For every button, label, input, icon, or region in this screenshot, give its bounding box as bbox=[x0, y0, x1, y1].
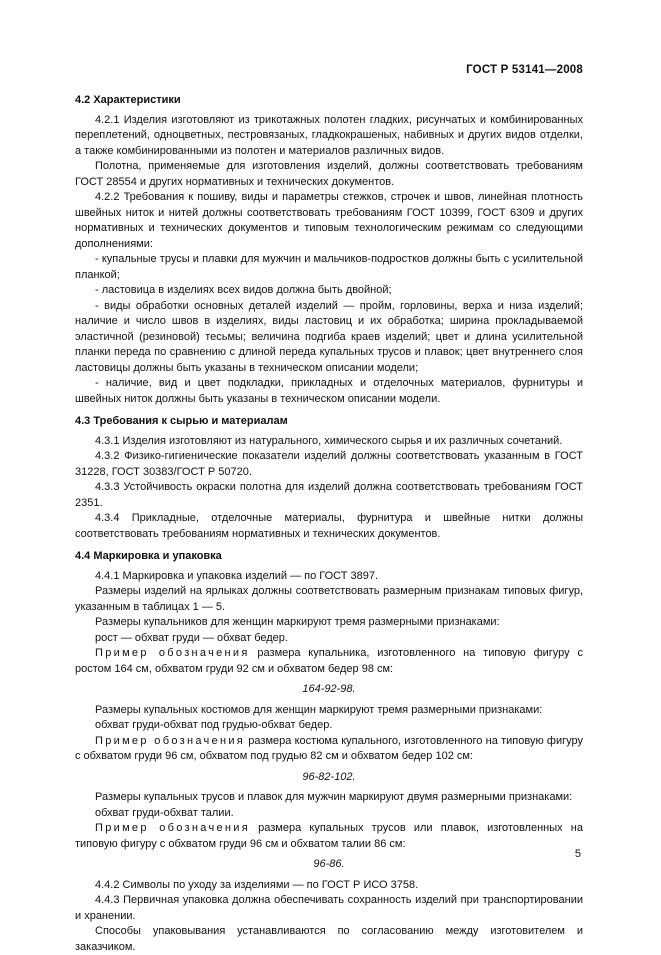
example-label: Пример обозначения bbox=[95, 734, 246, 747]
document-body bbox=[75, 93, 583, 955]
page-number: 5 bbox=[574, 848, 581, 860]
list-item: - ластовица в изделиях всех видов должна быть двойной; bbox=[95, 284, 392, 296]
paragraph: 4.2.2 Требования к пошиву, виды и параметры стежков, строчек и швов, линейная плотность швейных ниток и нитей должны соответствовать требованиям ГОСТ 10399, ГОСТ 6309 и других нормативных и технических документов и типовым технологическим режимам со следующими дополнениями: bbox=[75, 191, 583, 250]
example-text: размера купальника, изготовленного на типовую фигуру с ростом 164 см, обхватом груди 92 см и обхватом бедер 98 см: bbox=[75, 647, 583, 675]
paragraph: Размеры купальников для женщин маркируют тремя размерными признаками: bbox=[95, 616, 500, 628]
paragraph: Полотна, применяемые для изготовления изделий, должны соответствовать требованиям ГОСТ 28554 и других нормативных и технических документов. bbox=[75, 160, 583, 188]
example-code: 96-86. bbox=[313, 858, 345, 870]
paragraph: рост — обхват груди — обхват бедер. bbox=[95, 631, 288, 644]
example-label: Пример обозначения bbox=[95, 822, 250, 834]
example-text: размера купальных трусов или плавок, изготовленных на типовую фигуру с обхватом груди 96 см и обхватом талии 86 см: bbox=[75, 822, 583, 850]
list-item: - купальные трусы и плавки для мужчин и мальчиков-подростков должны быть с усилительной планкой; bbox=[75, 253, 583, 281]
paragraph: 4.4.1 Маркировка и упаковка изделий — по ГОСТ 3897. bbox=[95, 569, 379, 582]
example-label: Пример обозначения bbox=[95, 647, 250, 659]
example-code: 96-82-102. bbox=[302, 770, 356, 783]
list-item: - виды обработки основных деталей изделий — пройм, горловины, верха и низа изделий; наличие и число швов в изделиях, виды ластовиц и их обработка; ширина прокладываемой эластичной (резиновой) тесьмы; величина подгиба краев изделий; цвет и длина усилительной планки переда по сравнению с длиной переда купальных трусов и плавок; цвет внутреннего слоя ластовицы должны быть указаны в техническом описании модели; bbox=[75, 299, 583, 374]
section-heading-4-3: 4.3 Требования к сырью и материалам bbox=[75, 415, 288, 427]
section-heading-4-2: 4.2 Характеристики bbox=[75, 94, 181, 106]
paragraph: Размеры купальных трусов и плавок для мужчин маркируют двумя размерными признаками: bbox=[95, 791, 573, 803]
paragraph: 4.2.1 Изделия изготовляют из трикотажных полотен гладких, рисунчатых и комбинированных переплетений, одноцветных, пестровязаных, гладкокрашеных, набивных и других видов отделки, а также комбинированными из полотен и материалов различных видов. bbox=[75, 113, 583, 157]
paragraph: обхват груди-обхват талии. bbox=[95, 806, 234, 819]
example-code: 164-92-98. bbox=[302, 683, 356, 695]
paragraph: Размеры купальных костюмов для женщин маркируют тремя размерными признаками: bbox=[95, 703, 543, 716]
example-text: размера костюма купального, изготовленного на типовую фигуру с обхватом груди 96 см, обхватом под грудью 82 см и обхватом бедер 102 см: bbox=[75, 734, 584, 762]
paragraph: 4.3.3 Устойчивость окраски полотна для изделий должна соответствовать требованиям ГОСТ 2351. bbox=[75, 481, 583, 509]
paragraph: 4.3.2 Физико-гигиенические показатели изделий должны соответствовать указанным в ГОСТ 31228, ГОСТ 30383/ГОСТ Р 50720. bbox=[75, 450, 583, 478]
paragraph: Размеры изделий на ярлыках должны соответствовать размерным признакам типовых фигур, указанным в таблицах 1 — 5. bbox=[75, 585, 583, 613]
document-header: ГОСТ Р 53141—2008 bbox=[466, 64, 583, 76]
example-paragraph bbox=[75, 646, 583, 677]
paragraph: обхват груди-обхват под грудью-обхват бедер. bbox=[95, 719, 333, 731]
example-paragraph bbox=[75, 734, 583, 765]
list-item: - наличие, вид и цвет подкладки, прикладных и отделочных материалов, фурнитуры и швейных ниток должны быть указаны в техническом описании модели. bbox=[75, 377, 583, 405]
paragraph: 4.3.1 Изделия изготовляют из натурального, химического сырья и их различных сочетаний. bbox=[95, 434, 563, 447]
paragraph: 4.4.2 Символы по уходу за изделиями — по ГОСТ Р ИСО 3758. bbox=[95, 878, 419, 891]
section-heading-4-4: 4.4 Маркировка и упаковка bbox=[75, 550, 222, 562]
paragraph: Способы упаковывания устанавливаются по согласованию между изготовителем и заказчиком. bbox=[75, 925, 583, 953]
example-paragraph bbox=[75, 821, 583, 852]
paragraph: 4.3.4 Прикладные, отделочные материалы, фурнитура и швейные нитки должны соответствовать требованиям нормативных и технических документов. bbox=[75, 512, 583, 540]
paragraph: 4.4.3 Первичная упаковка должна обеспечивать сохранность изделий при транспортировании и хранении. bbox=[75, 894, 583, 922]
